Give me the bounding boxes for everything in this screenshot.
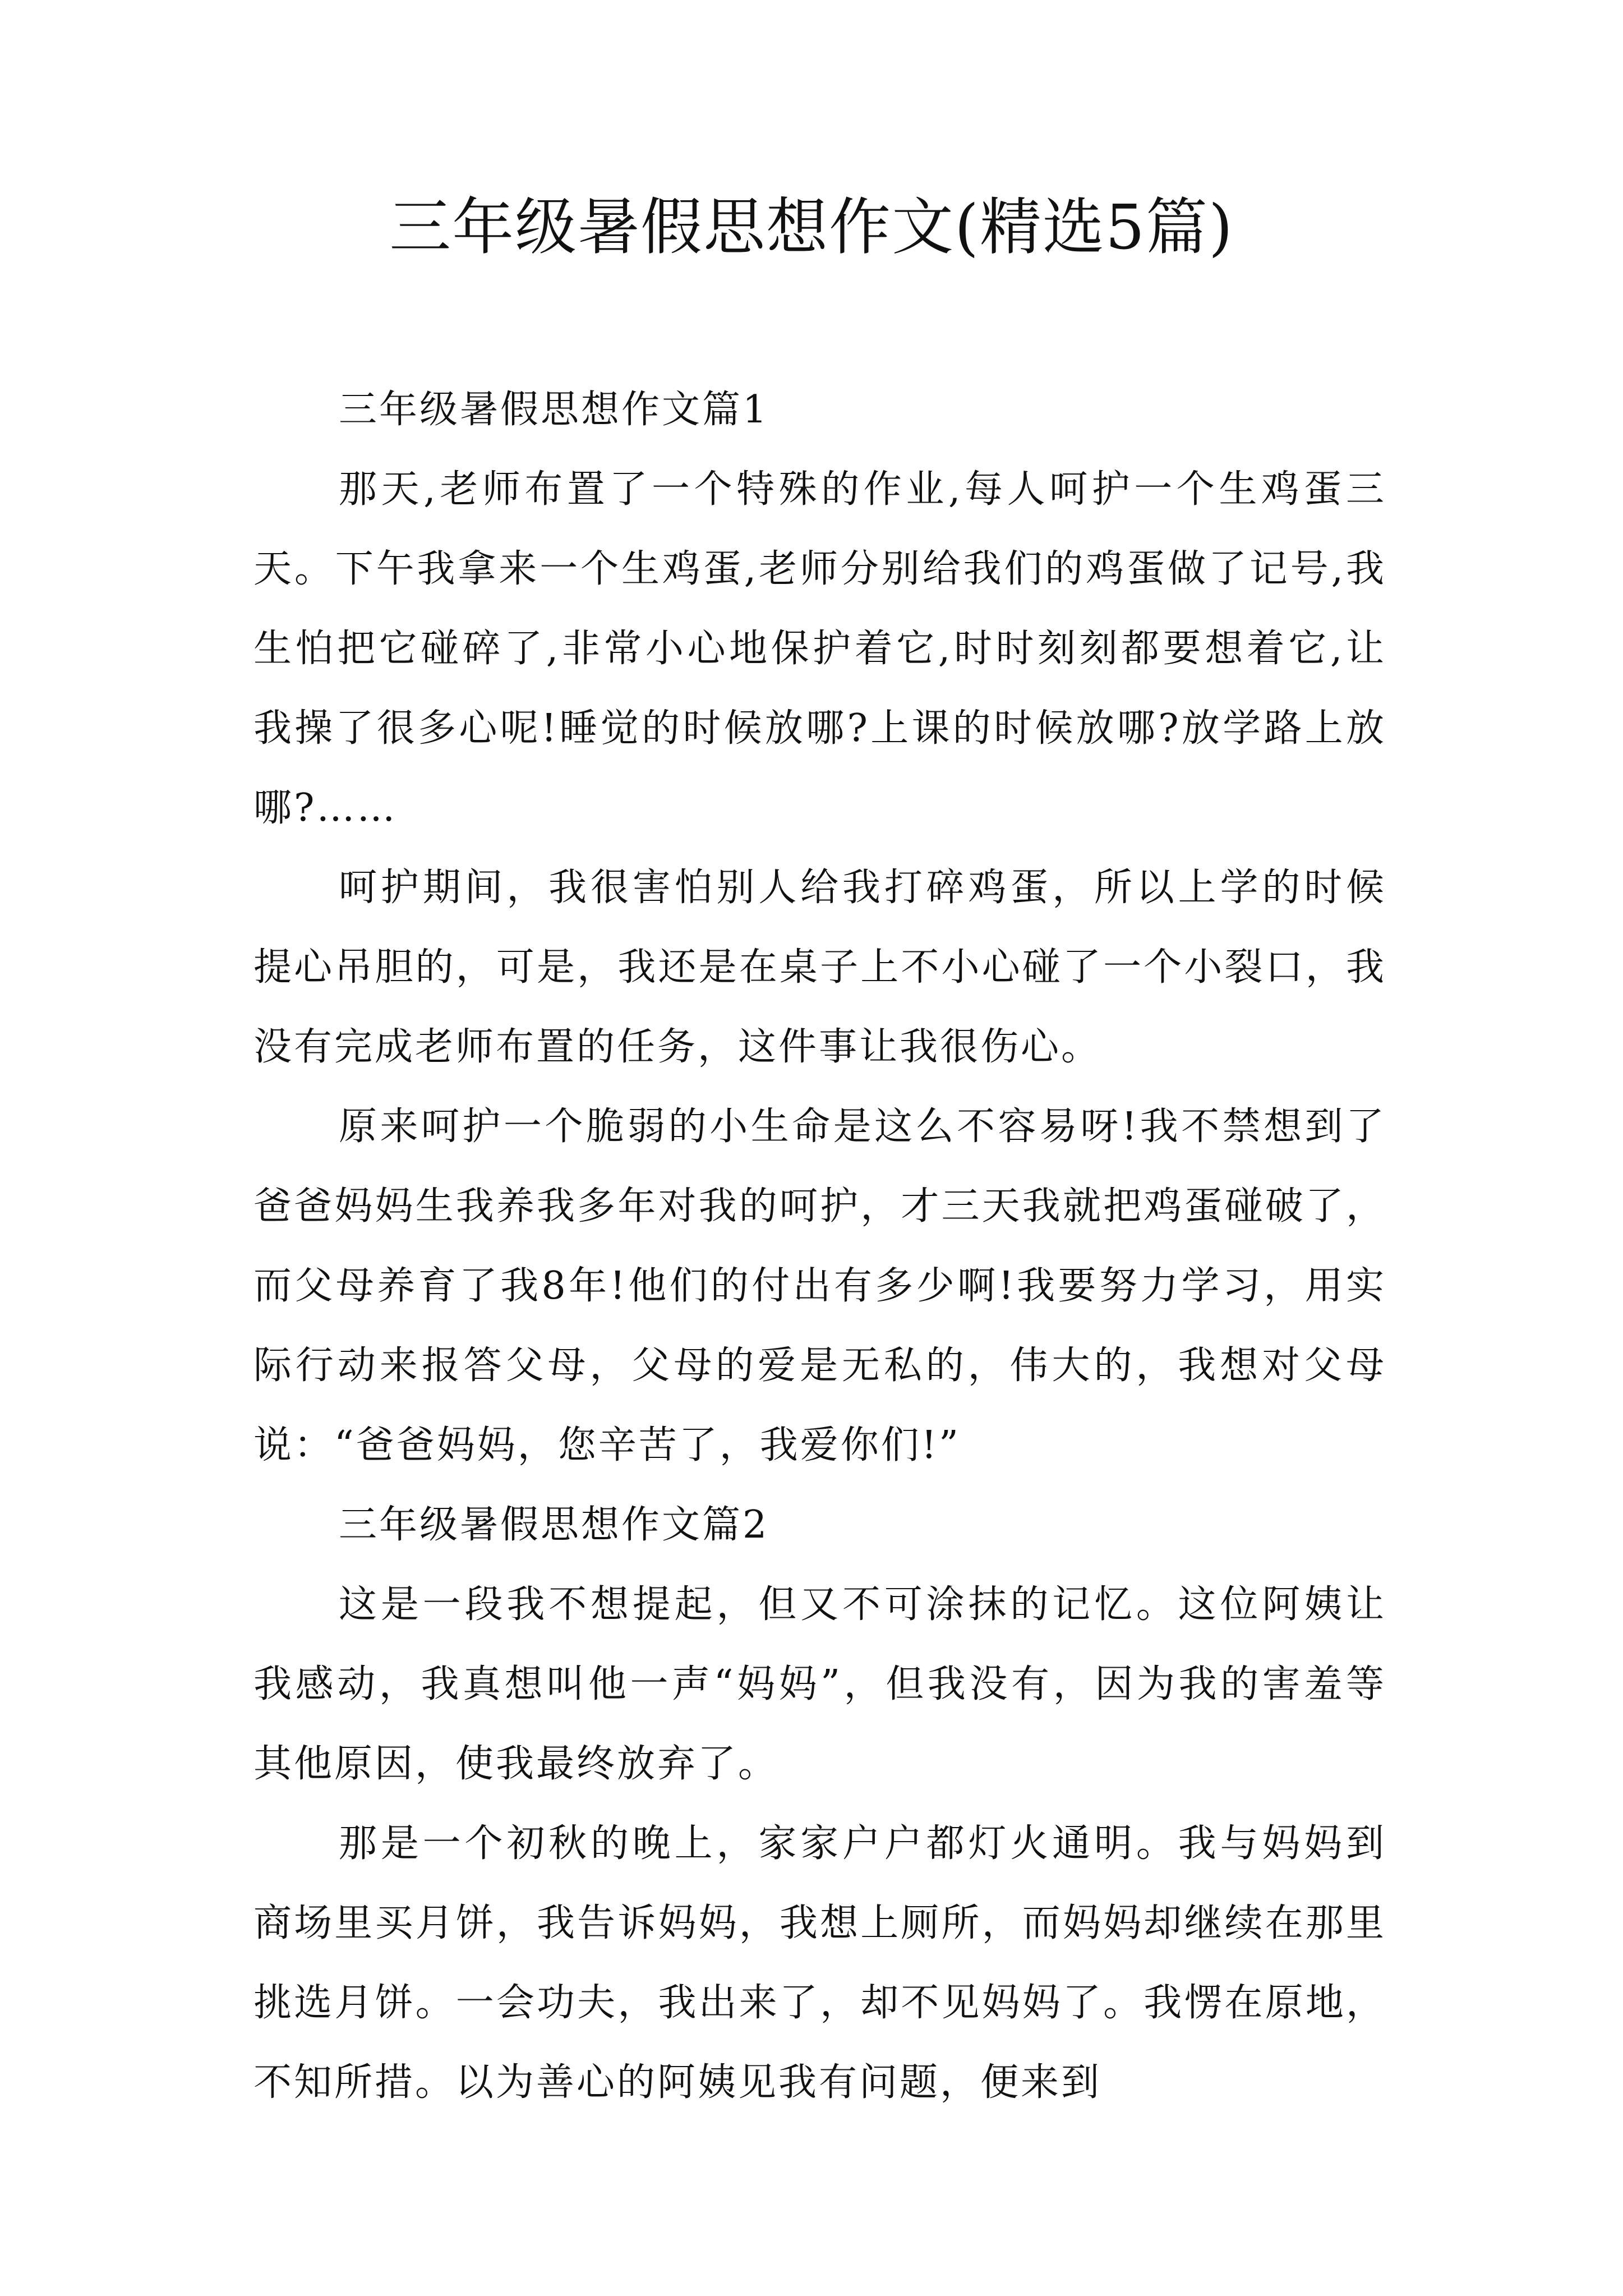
paragraph: 这是一段我不想提起，但又不可涂抹的记忆。这位阿姨让我感动，我真想叫他一声“妈妈”，但我没有，因为我的害羞等其他原因，使我最终放弃了。 bbox=[253, 1582, 1386, 1786]
paragraph: 原来呵护一个脆弱的小生命是这么不容易呀!我不禁想到了爸爸妈妈生我养我多年对我的呵护，才三天我就把鸡蛋碰破了，而父母养育了我8年!他们的付出有多少啊!我要努力学习，用实际行动来报答父母，父母的爱是无私的，伟大的，我想对父母说：“爸爸妈妈，您辛苦了，我爱你们!” bbox=[253, 1105, 1386, 1467]
document-title: 三年级暑假思想作文(精选5篇) bbox=[389, 191, 1234, 263]
section-heading-2: 三年级暑假思想作文篇2 bbox=[339, 1503, 769, 1547]
paragraph: 那是一个初秋的晚上，家家户户都灯火通明。我与妈妈到商场里买月饼，我告诉妈妈，我想上厕所，而妈妈却继续在那里挑选月饼。一会功夫，我出来了，却不见妈妈了。我愣在原地，不知所措。以为善心的阿姨见我有问题，便来到 bbox=[253, 1821, 1386, 2105]
section-heading-1: 三年级暑假思想作文篇1 bbox=[339, 388, 769, 432]
paragraph: 那天,老师布置了一个特殊的作业,每人呵护一个生鸡蛋三天。下午我拿来一个生鸡蛋,老师分别给我们的鸡蛋做了记号,我生怕把它碰碎了,非常小心地保护着它,时时刻刻都要想着它,让我操了很多心呢!睡觉的时候放哪?上课的时候放哪?放学路上放哪?…… bbox=[253, 467, 1386, 830]
document-body bbox=[253, 370, 1386, 2123]
paragraph: 呵护期间，我很害怕别人给我打碎鸡蛋，所以上学的时候提心吊胆的，可是，我还是在桌子上不小心碰了一个小裂口，我没有完成老师布置的任务，这件事让我很伤心。 bbox=[253, 866, 1386, 1069]
